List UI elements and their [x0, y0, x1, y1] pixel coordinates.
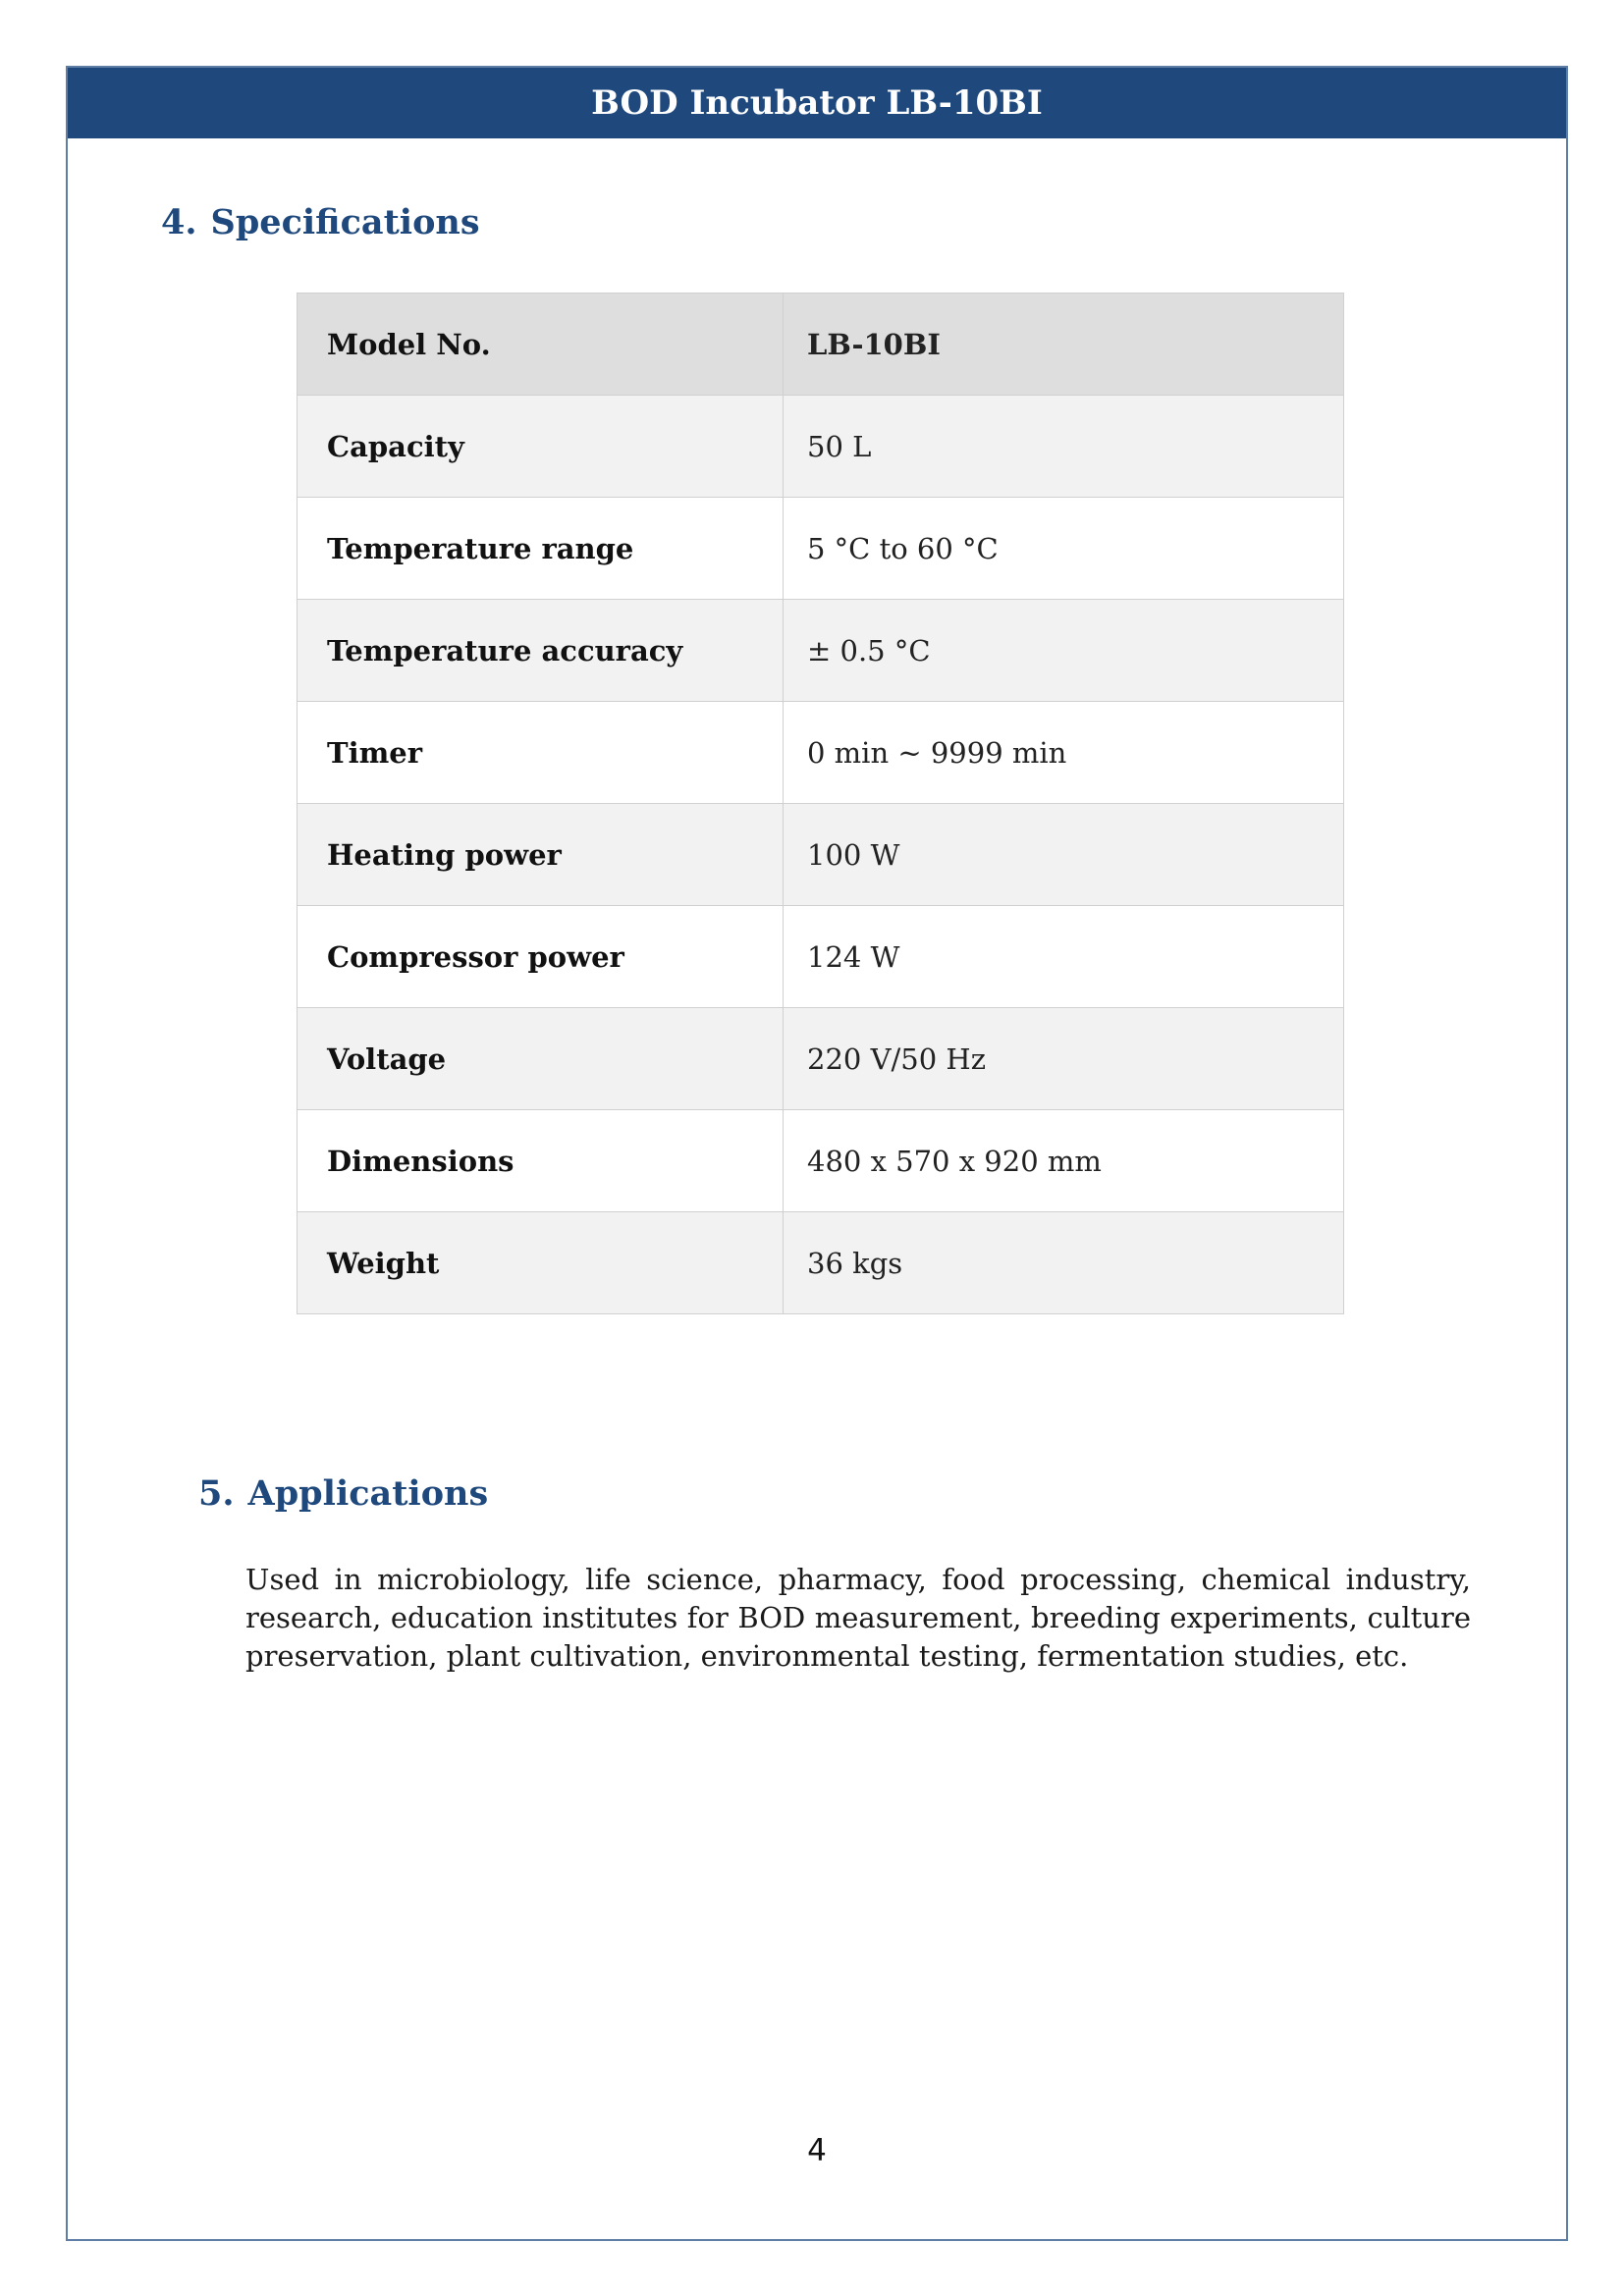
spec-value: 124 W	[784, 906, 1344, 1008]
table-row	[298, 906, 1344, 1008]
spec-value: 36 kgs	[784, 1212, 1344, 1314]
applications-section-number: 5.	[198, 1473, 235, 1514]
spec-value: 100 W	[784, 804, 1344, 906]
document-header	[68, 68, 1566, 138]
table-row	[298, 804, 1344, 906]
table-row	[298, 1212, 1344, 1314]
spec-label: Timer	[298, 702, 784, 804]
table-row	[298, 1110, 1344, 1212]
document-title: BOD Incubator LB-10BI	[591, 83, 1043, 123]
spec-label: Capacity	[298, 396, 784, 498]
table-row	[298, 396, 1344, 498]
spec-value: 220 V/50 Hz	[784, 1008, 1344, 1110]
table-row	[298, 600, 1344, 702]
table-row	[298, 1008, 1344, 1110]
spec-label: Weight	[298, 1212, 784, 1314]
table-row	[298, 702, 1344, 804]
spec-value: 50 L	[784, 396, 1344, 498]
spec-label: Heating power	[298, 804, 784, 906]
specifications-section-number: 4.	[161, 202, 197, 242]
spec-value: 5 °C to 60 °C	[784, 498, 1344, 600]
spec-label: Temperature accuracy	[298, 600, 784, 702]
table-header-value: LB-10BI	[784, 294, 1344, 396]
applications-heading	[198, 1473, 488, 1514]
page-frame	[66, 66, 1568, 2241]
table-row	[298, 498, 1344, 600]
table-header-row	[298, 294, 1344, 396]
applications-section-title: Applications	[247, 1473, 489, 1514]
spec-label: Temperature range	[298, 498, 784, 600]
specifications-section-title: Specifications	[210, 202, 480, 242]
table-header-label: Model No.	[298, 294, 784, 396]
spec-value: 0 min ~ 9999 min	[784, 702, 1344, 804]
spec-label: Compressor power	[298, 906, 784, 1008]
spec-label: Voltage	[298, 1008, 784, 1110]
spec-value: 480 x 570 x 920 mm	[784, 1110, 1344, 1212]
specifications-table	[297, 293, 1344, 1314]
spec-label: Dimensions	[298, 1110, 784, 1212]
page-number: 4	[807, 2133, 827, 2168]
specifications-heading	[161, 202, 480, 242]
applications-paragraph: Used in microbiology, life science, pharmacy, food processing, chemical industry, research, education institutes for BOD measurement, breeding experiments, culture preservation, plant cultivation, environmental testing, fermentation studies, etc.	[245, 1563, 1471, 1673]
spec-value: ± 0.5 °C	[784, 600, 1344, 702]
